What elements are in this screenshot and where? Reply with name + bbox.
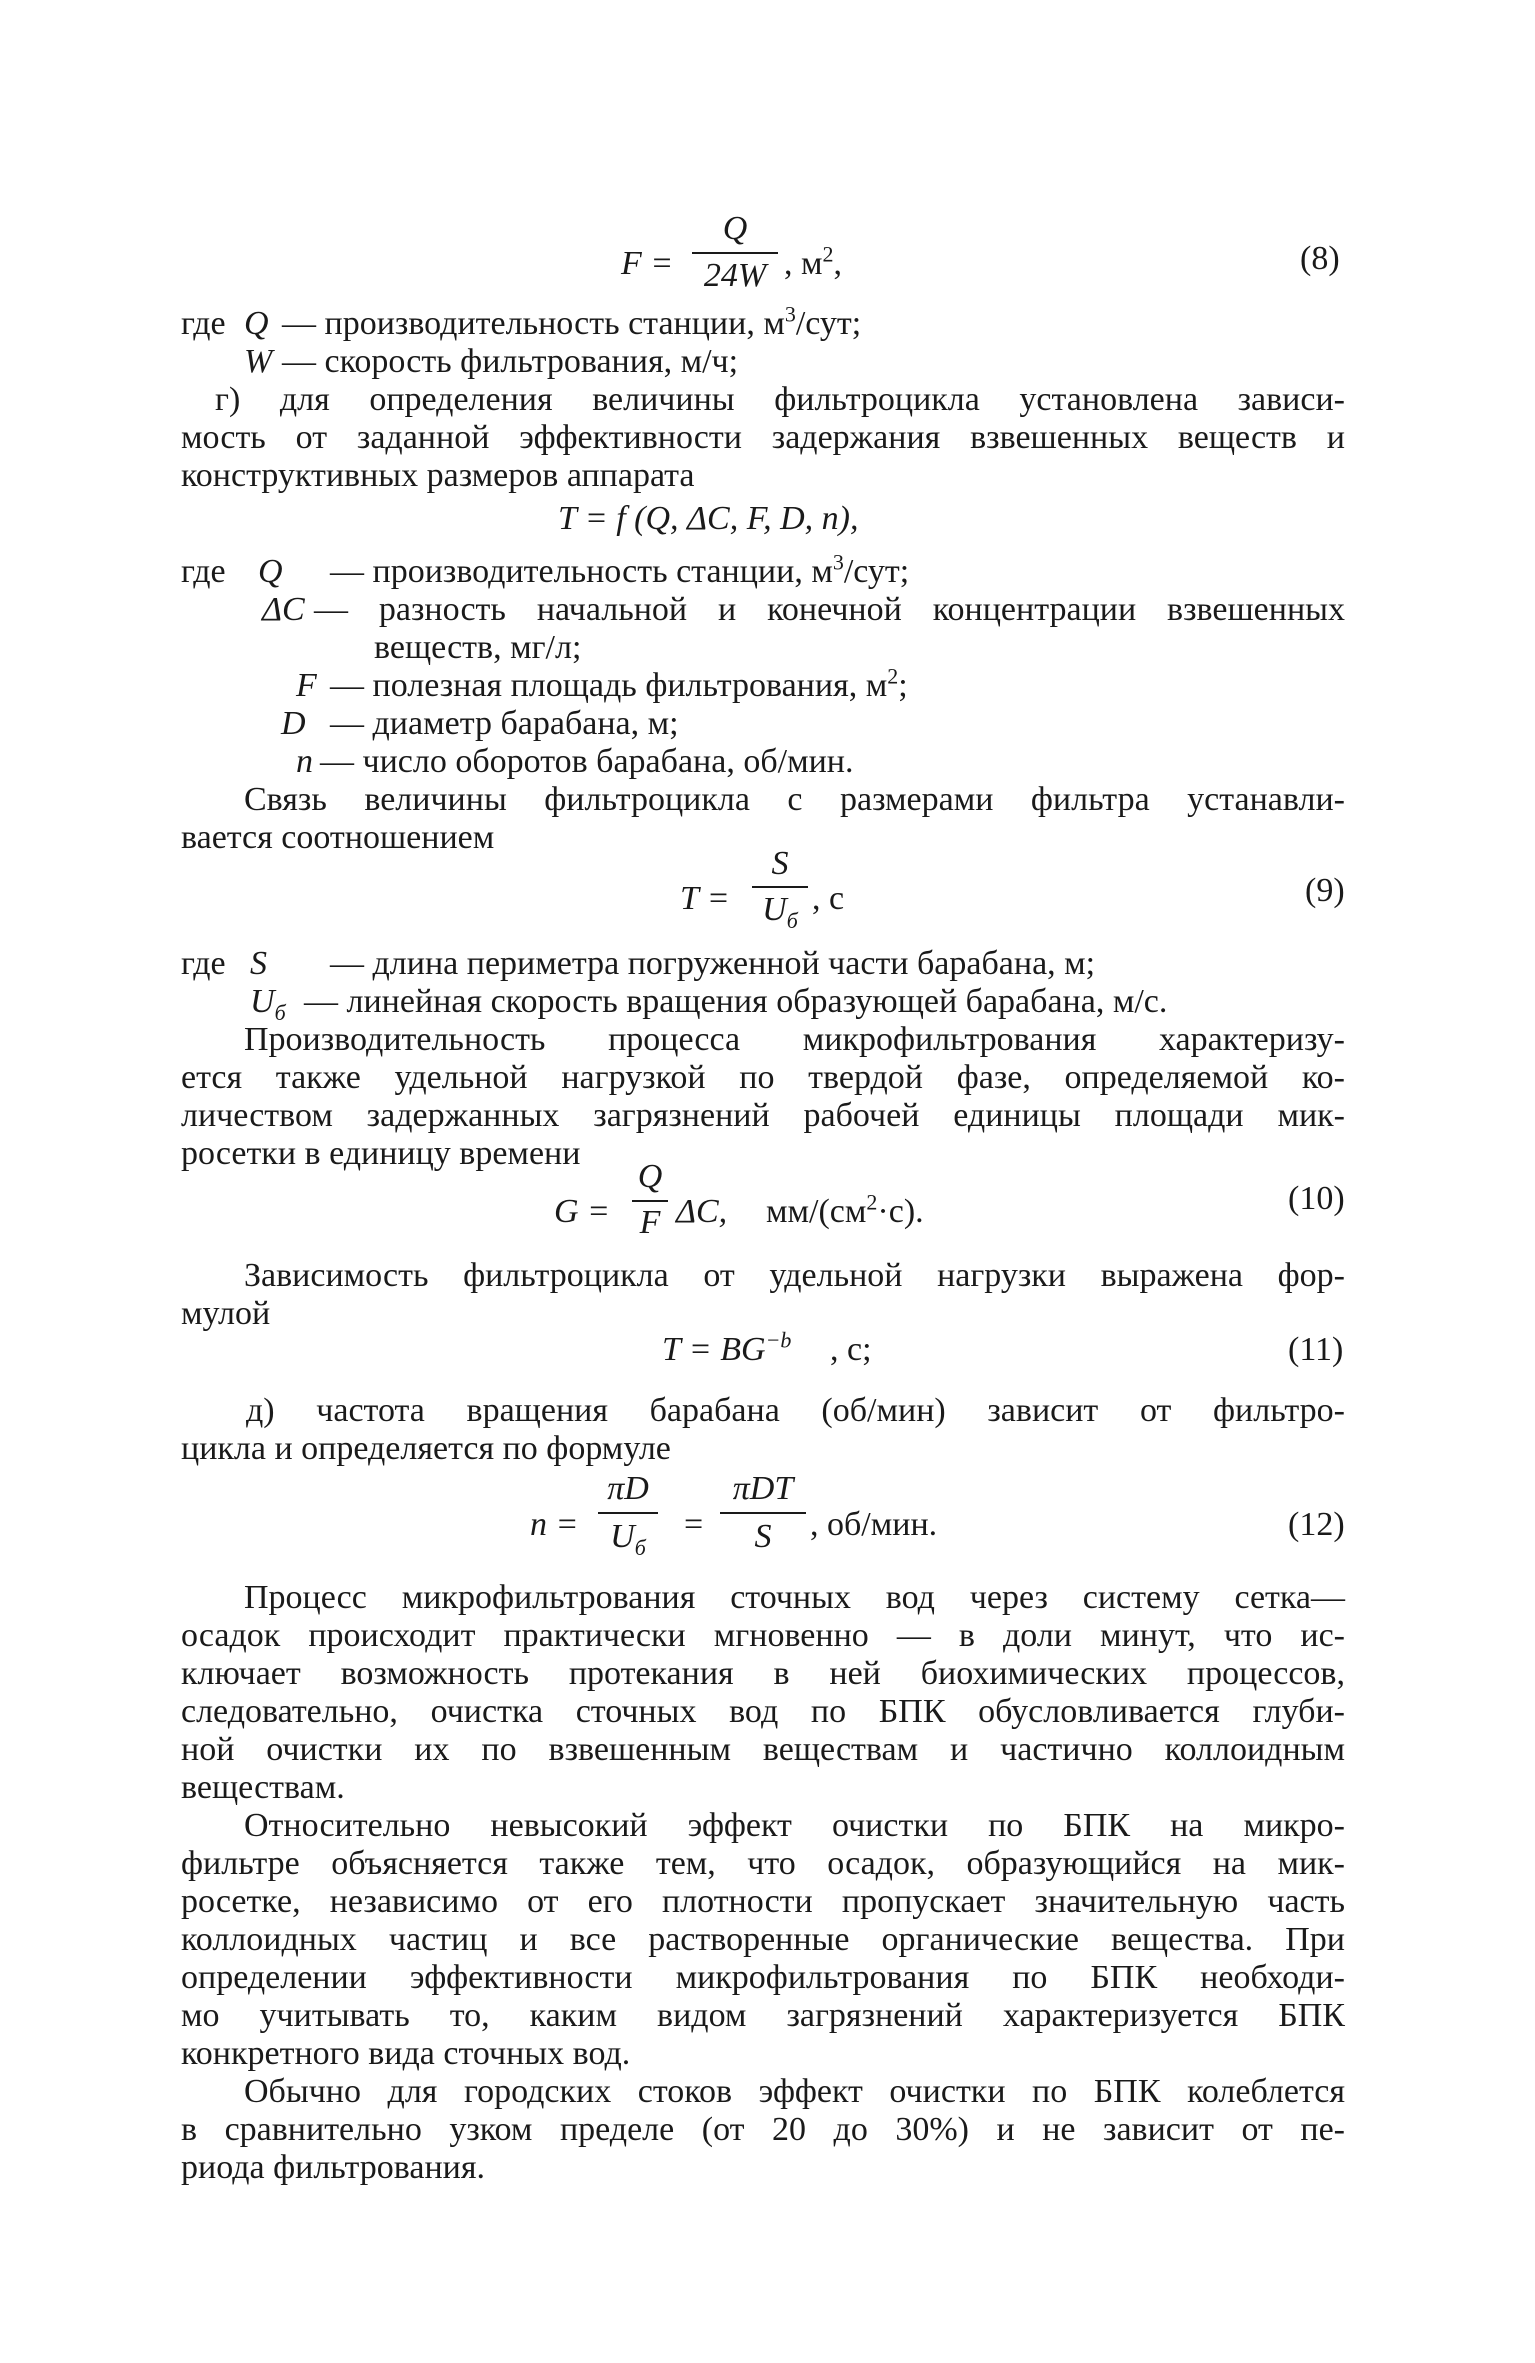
definition-delta-c-cont: веществ, мг/л; [374,629,582,666]
symbol-q: Q [258,553,283,590]
eq12-denominator-1: $U_б$ [610,1518,646,1560]
symbol-w: W [244,343,273,380]
text-line: цикла и определяется по формуле [181,1430,671,1467]
eq9-denominator: $U_б$ [762,891,798,933]
eq10-number: (10) [1288,1180,1345,1217]
eq11-unit: , с; [830,1331,872,1368]
eq12-denominator-2: S [754,1518,772,1555]
definition-f: — полезная площадь фильтрования, $м^2$; [330,663,908,704]
eq8-fraction-bar [692,252,778,254]
definition-d: — диаметр барабана, м; [330,705,679,742]
text-line: следовательно, очистка сточных вод по БПК обусловливается глуби- [181,1693,1345,1730]
text-line: мо учитывать то, каким видом загрязнений характеризуется БПК [181,1997,1345,2034]
eq12-equals: = [684,1506,704,1543]
text-line: конкретного вида сточных вод. [181,2035,631,2072]
text-line: в сравнительно узком пределе (от 20 до 30%) и не зависит от пе- [181,2111,1345,2148]
eq9-numerator: S [771,845,789,882]
equation-t-function: T = f (Q, ΔC, F, D, n), [558,500,859,537]
eq10-lhs: G = [554,1193,610,1230]
text-line: личеством задержанных загрязнений рабочей единицы площади мик- [181,1097,1345,1134]
eq10-denominator: F [639,1204,661,1241]
eq8-denominator: 24W [703,257,767,294]
text-line: Связь величины фильтроцикла с размерами фильтра устанавли- [244,781,1345,818]
definition-delta-c: — разность начальной и конечной концентрации взвешенных [314,591,1345,628]
text-line: ной очистки их по взвешенным веществам и частично коллоидным [181,1731,1345,1768]
where-label: где [181,553,226,590]
symbol-u: $U_б$ [250,983,286,1025]
eq12-unit: , об/мин. [810,1506,938,1543]
text-line: Обычно для городских стоков эффект очистки по БПК колеблется [244,2073,1345,2110]
definition-w: — скорость фильтрования, м/ч; [282,343,739,380]
eq8-number: (8) [1300,240,1340,277]
text-line: конструктивных размеров аппарата [181,457,695,494]
text-line: мость от заданной эффективности задержания взвешенных веществ и [181,419,1345,456]
eq12-lhs: n = [530,1506,579,1543]
eq12-fraction-bar-2 [720,1512,806,1514]
eq12-numerator-2: πDT [732,1470,794,1507]
text-line: Зависимость фильтроцикла от удельной нагрузки выражена фор- [244,1257,1345,1294]
definition-n: — число оборотов барабана, об/мин. [320,743,854,780]
text-line: вается соотношением [181,819,495,856]
symbol-q: Q [244,305,269,342]
definition-u: — линейная скорость вращения образующей барабана, м/с. [304,983,1168,1020]
text-line: веществам. [181,1769,345,1806]
text-line: г) для определения величины фильтроцикла установлена зависи- [215,381,1345,418]
text-line: мулой [181,1295,271,1332]
eq8-numerator: Q [722,210,748,247]
symbol-s: S [250,945,267,982]
text-line: д) частота вращения барабана (об/мин) зависит от фильтро- [246,1392,1345,1429]
eq9-lhs: T = [680,880,730,917]
symbol-n: n [296,743,313,780]
text-line: коллоидных частиц и все растворенные органические вещества. При [181,1921,1345,1958]
text-line: определении эффективности микрофильтрования по БПК необходи- [181,1959,1345,1996]
definition-q: — производительность станции, $м^3$/сут; [282,301,862,342]
eq10-fraction-bar [632,1200,668,1202]
eq10-numerator: Q [637,1158,663,1195]
text-line: росетки в единицу времени [181,1135,581,1172]
text-line: ется также удельной нагрузкой по твердой фазе, определяемой ко- [181,1059,1345,1096]
eq12-fraction-bar-1 [598,1512,658,1514]
where-label: где [181,945,226,982]
eq12-number: (12) [1288,1506,1345,1543]
text-line: росетке, независимо от его плотности пропускает значительную часть [181,1883,1345,1920]
eq11-formula: $T = BG^{-b}$ [662,1327,792,1368]
definition-s: — длина периметра погруженной части барабана, м; [330,945,1096,982]
symbol-delta-c: ΔC [262,591,305,628]
eq9-fraction-bar [752,886,808,888]
where-label: где [181,305,226,342]
symbol-d: D [281,705,306,742]
eq9-number: (9) [1305,872,1345,909]
eq10-rhs: ΔC, [676,1193,728,1230]
text-line: Относительно невысокий эффект очистки по БПК на микро- [244,1807,1345,1844]
eq11-number: (11) [1288,1331,1344,1368]
text-line: Производительность процесса микрофильтрования характеризу- [244,1021,1345,1058]
eq10-unit: $мм/(см^2\cdot с)$. [766,1189,924,1230]
symbol-f: F [296,667,317,704]
text-line: Процесс микрофильтрования сточных вод через систему сетка— [244,1579,1345,1616]
text-line: фильтре объясняется также тем, что осадок, образующийся на мик- [181,1845,1345,1882]
eq8-lhs: F = [621,245,674,282]
eq8-unit: , $м^2$, [784,241,843,282]
eq12-numerator-1: πD [607,1470,649,1507]
definition-q: — производительность станции, $м^3$/сут; [330,549,910,590]
text-line: ключает возможность протекания в ней биохимических процессов, [181,1655,1345,1692]
eq9-unit: , с [812,880,845,917]
text-line: риода фильтрования. [181,2149,486,2186]
text-line: осадок происходит практически мгновенно — в доли минут, что ис- [181,1617,1345,1654]
